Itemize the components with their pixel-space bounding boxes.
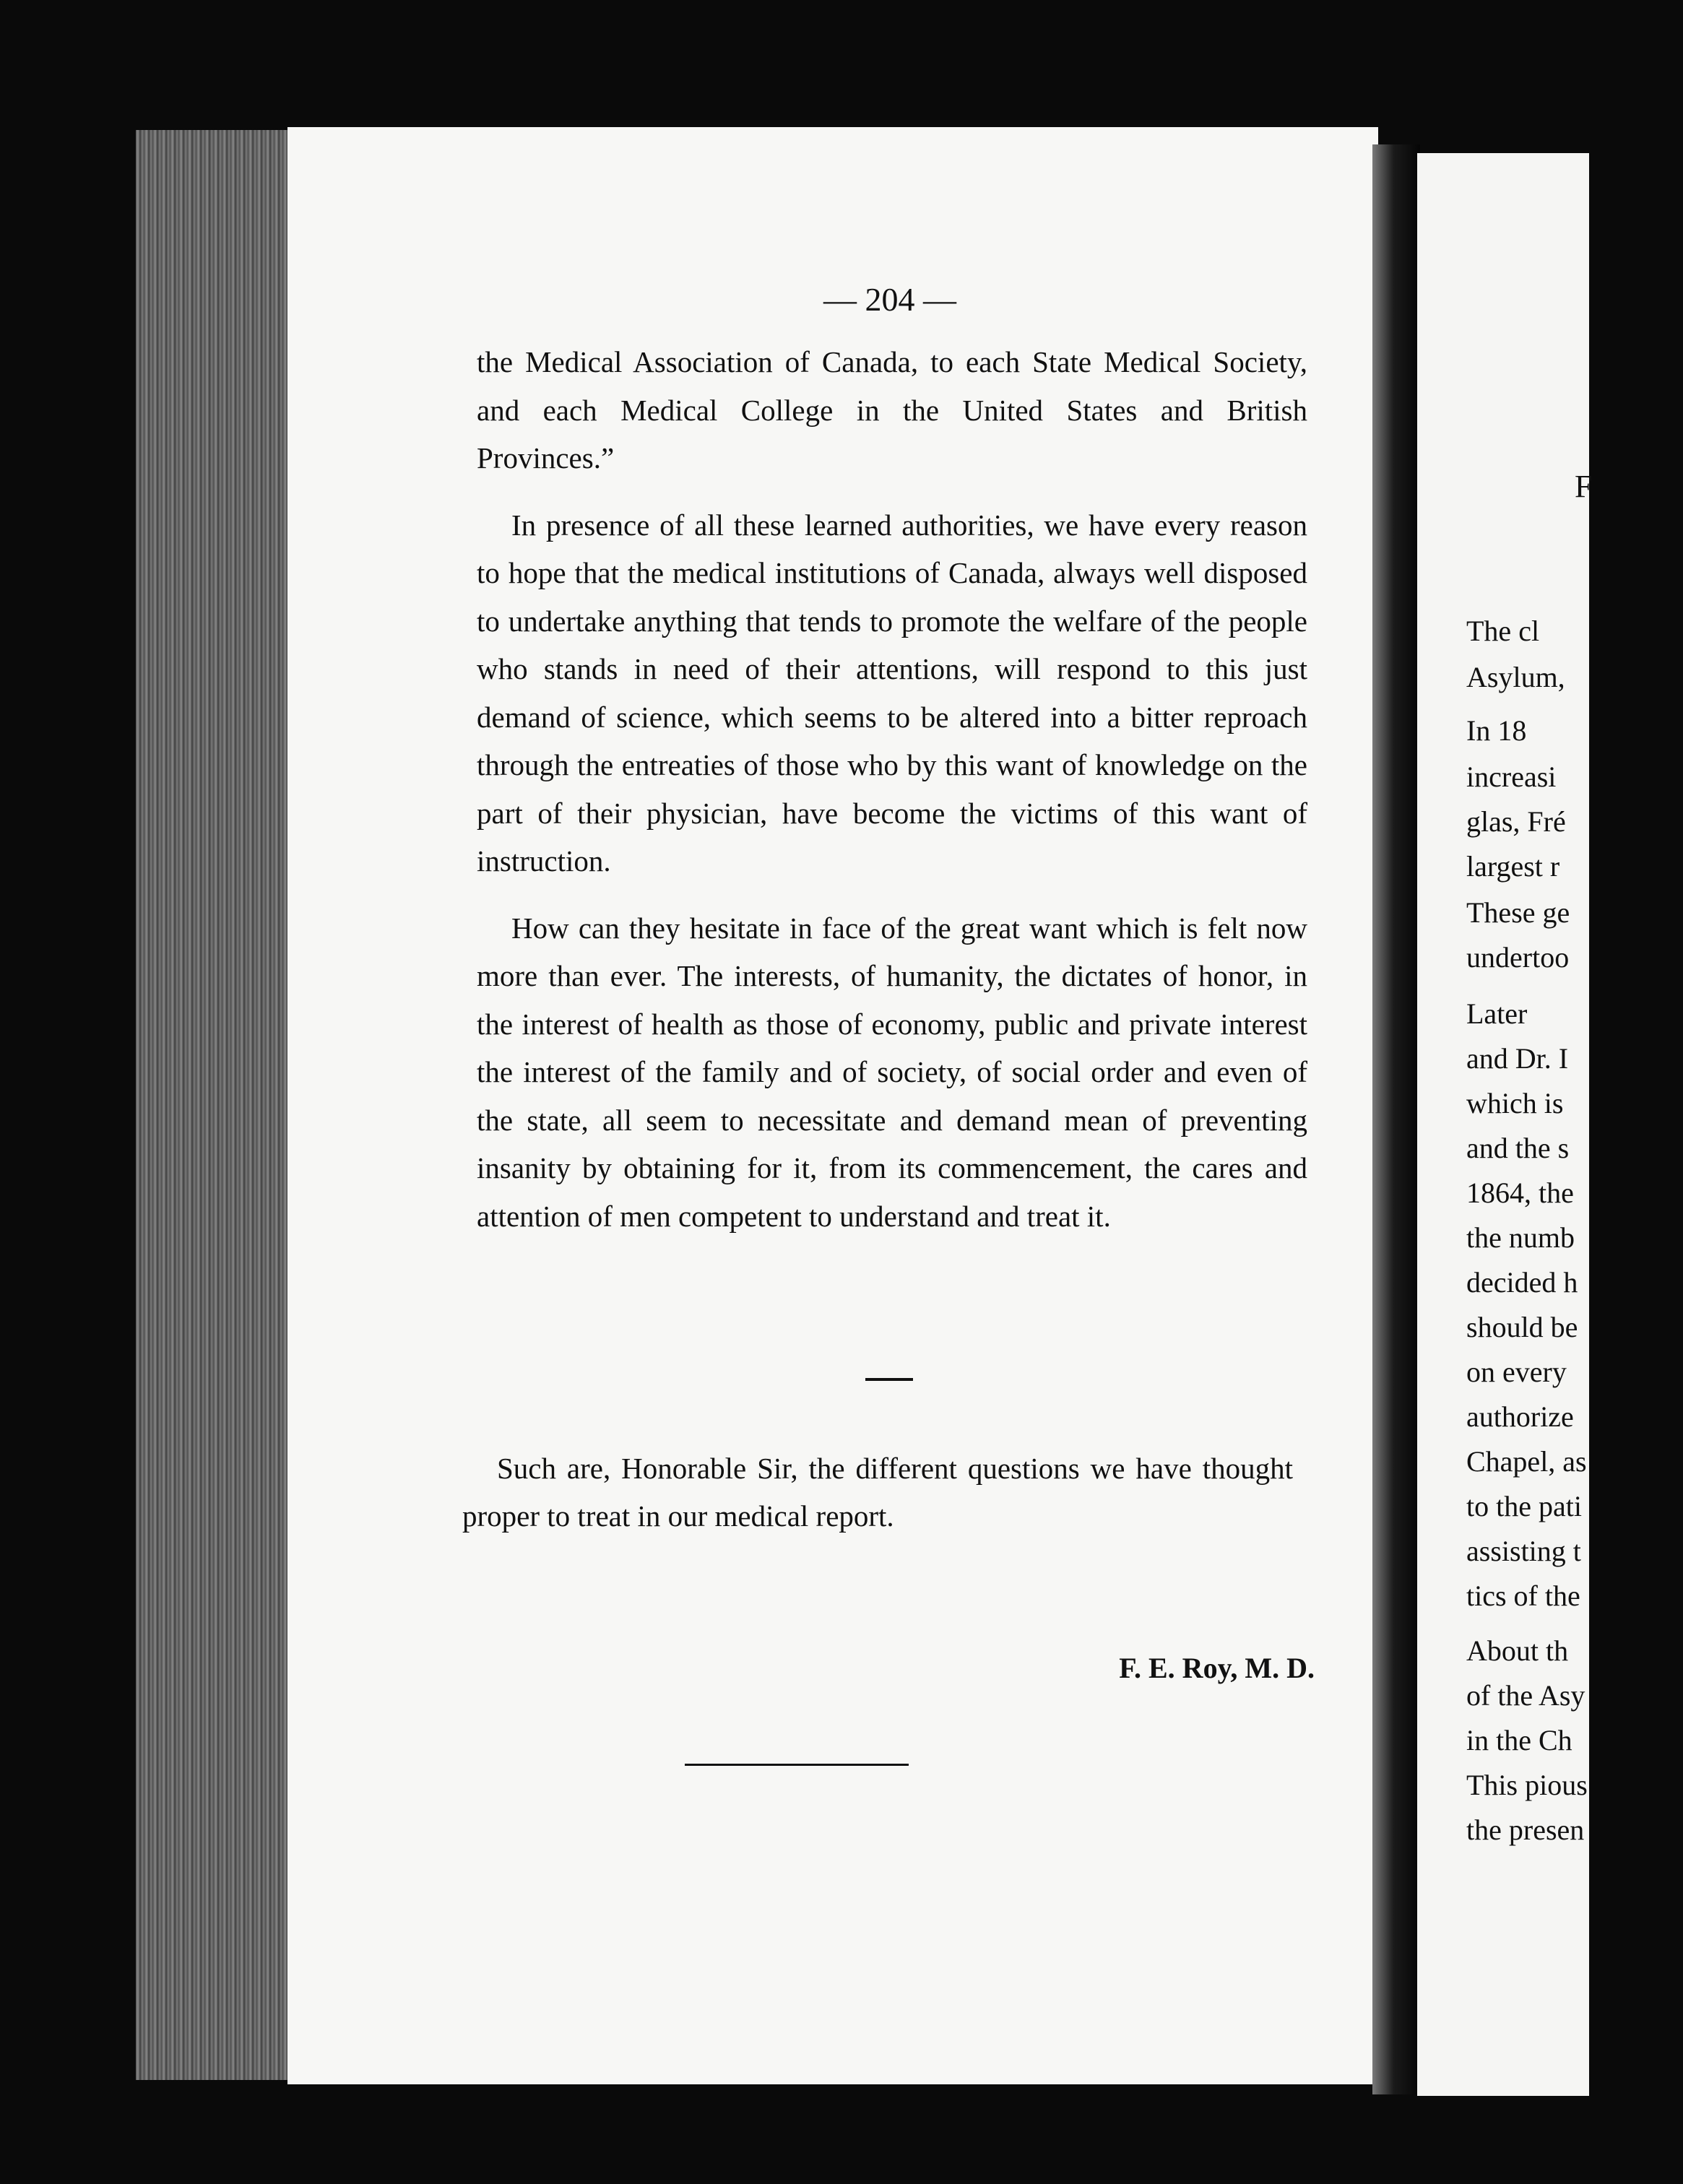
main-text (477, 338, 1307, 1240)
end-rule (685, 1764, 909, 1766)
right-page-heading-fragment: F (1575, 469, 1593, 504)
right-line: 1864, the (1466, 1176, 1574, 1209)
paragraph-continuation: the Medical Association of Canada, to each State Medical Society, and each Medical College in the United States and British Provinces.” (477, 345, 1307, 474)
page-number: — 204 — (823, 281, 956, 318)
right-line: should be (1466, 1311, 1578, 1343)
right-line: of the Asy (1466, 1679, 1585, 1712)
right-line: The cl (1466, 615, 1540, 647)
right-line: These ge (1466, 896, 1570, 929)
right-line: Asylum, (1466, 661, 1565, 693)
right-line: largest r (1466, 850, 1560, 883)
right-line: Later (1466, 997, 1528, 1030)
right-line: glas, Fré (1466, 805, 1566, 838)
paragraph-authorities: In presence of all these learned authorities, we have every reason to hope that the medical institutions of Canada, always well disposed to undertake anything that tends to promote the welfare of the people who stands in need of their attentions, will respond to this just demand of science, which seems to be altered into a bitter reproach through the entreaties of those who by this want of knowledge on the part of their physician, have become the victims of this want of instruction. (477, 508, 1307, 878)
right-page (1417, 153, 1589, 2096)
right-line: authorize (1466, 1400, 1574, 1433)
right-line: and Dr. I (1466, 1042, 1569, 1075)
right-line: About th (1466, 1634, 1569, 1667)
right-line: assisting t (1466, 1535, 1581, 1567)
right-line: undertoo (1466, 941, 1570, 974)
right-line: tics of the (1466, 1580, 1580, 1612)
right-line: on every (1466, 1356, 1567, 1388)
right-line: increasi (1466, 760, 1557, 793)
right-line: the numb (1466, 1221, 1575, 1254)
right-line: which is (1466, 1087, 1564, 1119)
right-line: This pious (1466, 1769, 1588, 1801)
closing-paragraph: Such are, Honorable Sir, the different questions we have thought proper to treat in our medical report. (462, 1452, 1293, 1533)
right-line: and the s (1466, 1132, 1570, 1164)
right-line: to the pati (1466, 1490, 1582, 1522)
book-gutter (1372, 144, 1420, 2094)
signature: F. E. Roy, M. D. (1119, 1652, 1315, 1684)
right-line: the presen (1466, 1814, 1585, 1846)
closing-text (462, 1444, 1293, 1540)
section-divider (865, 1378, 913, 1381)
right-line: In 18 (1466, 714, 1527, 747)
paragraph-hesitate: How can they hesitate in face of the great want which is felt now more than ever. The interests, of humanity, the dictates of honor, in the interest of health as those of economy, public and private interest the interest of the family and of society, of social order and even of the state, all seem to necessitate and demand mean of preventing insanity by obtaining for it, from its commencement, the cares and attention of men competent to understand and treat it. (477, 911, 1307, 1233)
page-edge-stack (136, 130, 289, 2080)
right-line: Chapel, as (1466, 1445, 1587, 1478)
right-line: decided h (1466, 1266, 1578, 1299)
right-line: in the Ch (1466, 1724, 1572, 1756)
